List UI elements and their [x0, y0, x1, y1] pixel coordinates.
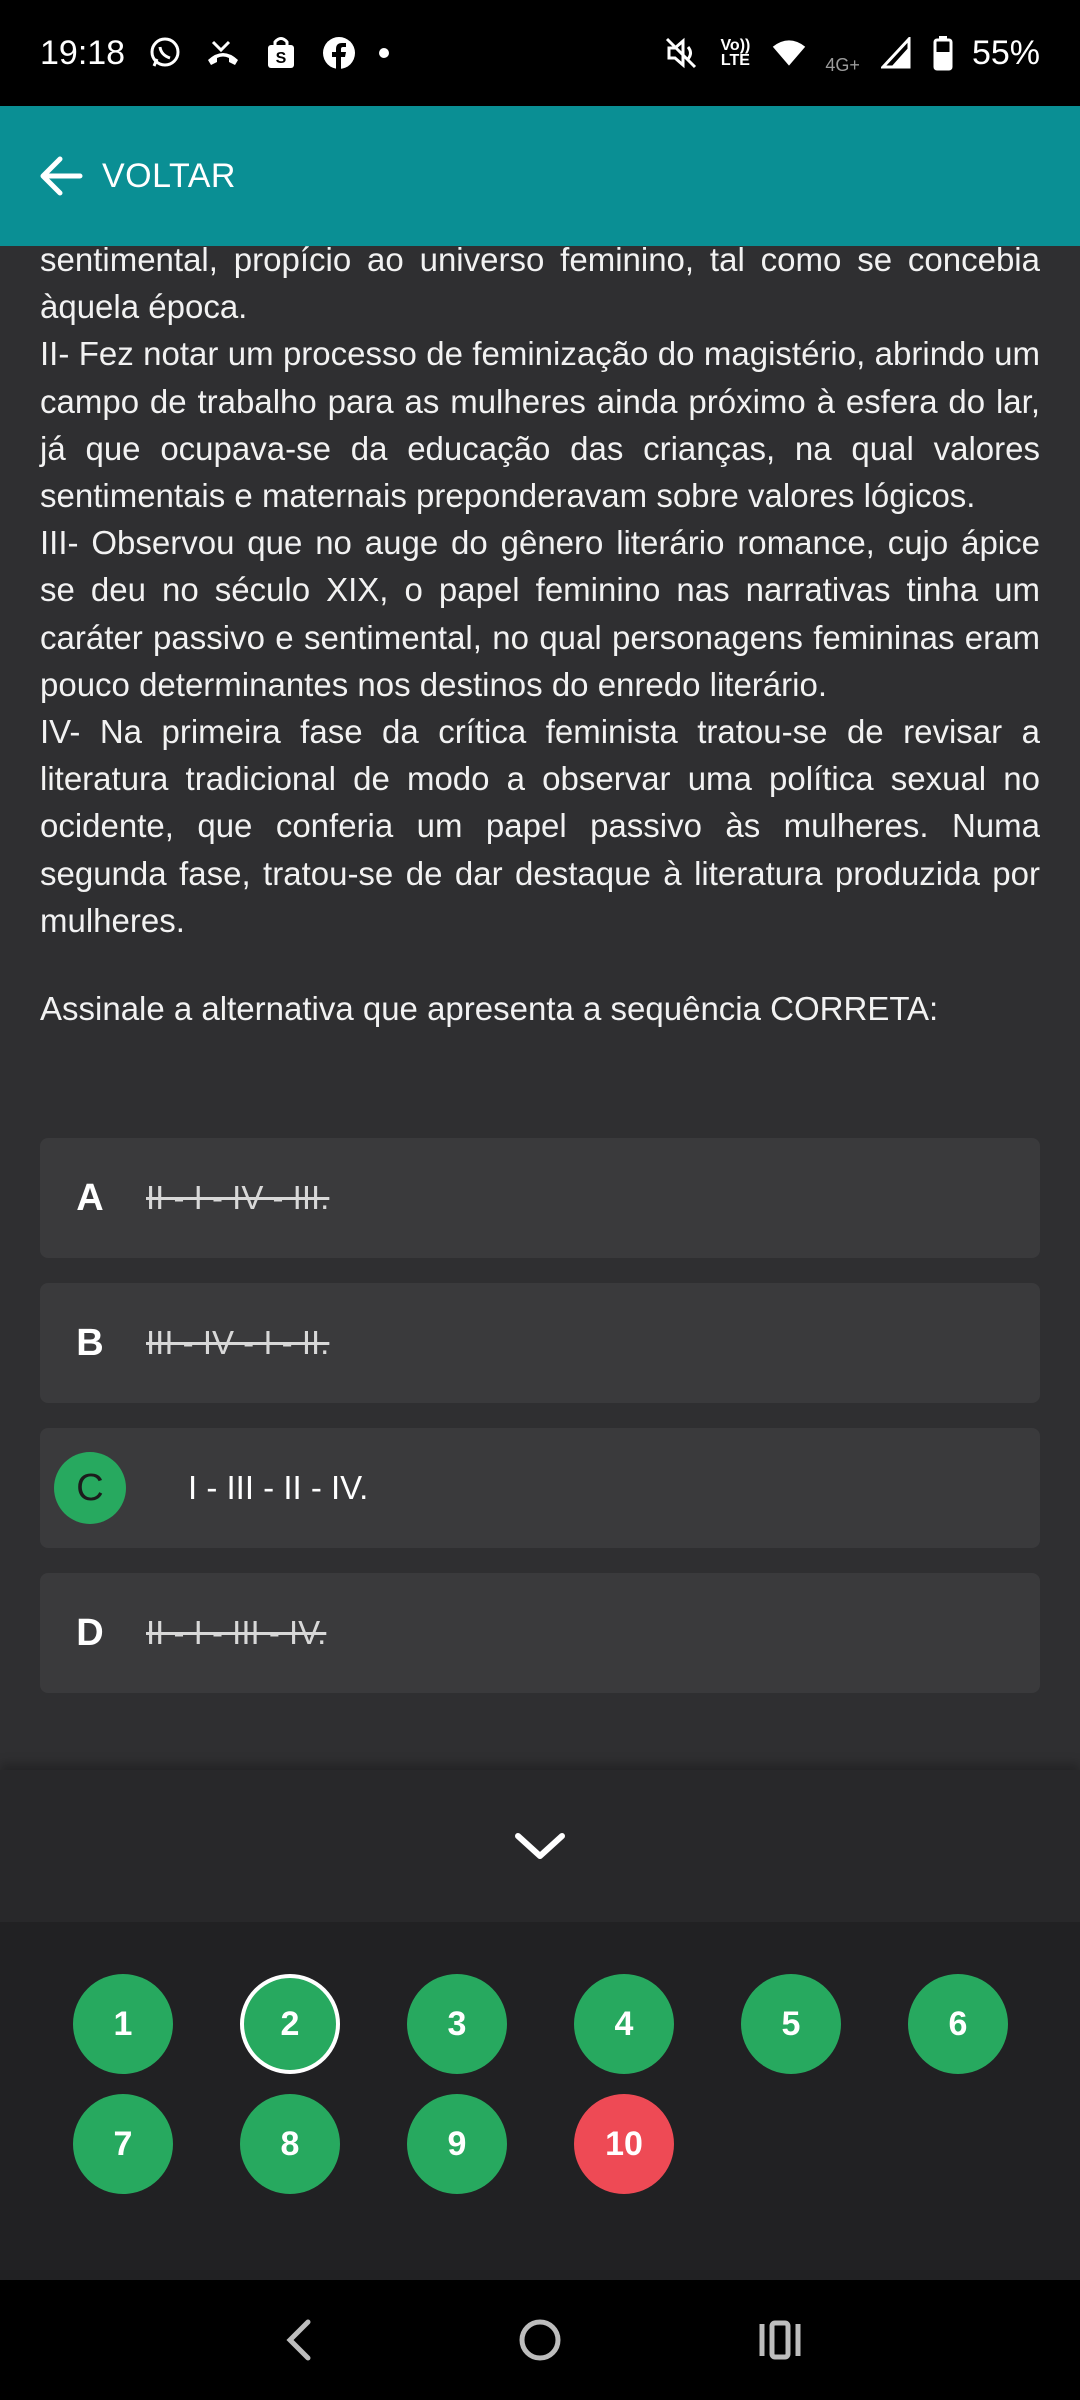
signal-icon	[878, 35, 914, 71]
arrow-left-icon	[38, 153, 84, 199]
option-letter: B	[76, 1321, 104, 1364]
question-nav-button[interactable]: 7	[73, 2094, 173, 2194]
back-label: VOLTAR	[102, 156, 236, 195]
volte-label: Vo)) LTE	[720, 37, 751, 69]
option-text: II - I - III - IV.	[146, 1614, 327, 1651]
wifi-icon	[771, 35, 807, 71]
question-paragraph: III- Observou que no auge do gênero literário romance, cujo ápice se deu no século XIX, o papel feminino nas narrativas tinha um caráter passivo e sentimental, no qual personagens femininas eram pouco determinantes nos destinos do enredo literário.	[40, 524, 1040, 703]
question-nav-button[interactable]: 6	[908, 1974, 1008, 2074]
option-c[interactable]	[40, 1428, 1040, 1548]
option-letter-selected: C	[54, 1452, 126, 1524]
question-nav-button[interactable]: 8	[240, 2094, 340, 2194]
question-nav-button[interactable]: 1	[73, 1974, 173, 2074]
question-nav-button[interactable]: 3	[407, 1974, 507, 2074]
question-nav-button[interactable]: 5	[741, 1974, 841, 2074]
option-a[interactable]	[40, 1138, 1040, 1258]
collapse-panel-button[interactable]	[0, 1770, 1080, 1922]
option-d[interactable]	[40, 1573, 1040, 1693]
battery-icon	[932, 35, 954, 71]
notification-dot-icon	[379, 48, 389, 58]
facebook-icon	[321, 35, 357, 71]
network-type-label: 4G+	[825, 54, 860, 75]
question-paragraph: IV- Na primeira fase da crítica feminista tratou-se de revisar a literatura tradicional de modo a observar uma política sexual no ocidente, que conferia um papel passivo às mulheres. Numa segunda fase, tratou-se de dar destaque à literatura produzida por mulheres.	[40, 713, 1040, 939]
question-nav-button[interactable]: 4	[574, 1974, 674, 2074]
option-text: III - IV - I - II.	[146, 1324, 330, 1361]
question-nav-button[interactable]: 9	[407, 2094, 507, 2194]
shopping-bag-icon	[263, 35, 299, 71]
battery-percent: 55%	[971, 33, 1040, 72]
app-header	[0, 106, 1080, 246]
question-content[interactable]	[0, 246, 1080, 1770]
answer-options	[40, 1138, 1040, 1718]
question-instruction: Assinale a alternativa que apresenta a sequência CORRETA:	[40, 990, 939, 1027]
question-paragraph: II- Fez notar um processo de feminização do magistério, abrindo um campo de trabalho para as mulheres ainda próximo à esfera do lar, já que ocupava-se da educação das crianças, na qual valores sentimentais e maternais preponderavam sobre valores lógicos.	[40, 335, 1040, 515]
system-navigation-bar	[0, 2280, 1080, 2400]
option-b[interactable]	[40, 1283, 1040, 1403]
option-text: I - III - II - IV.	[188, 1469, 369, 1506]
chevron-down-icon	[510, 1826, 570, 1866]
question-text	[40, 246, 1040, 944]
circle-icon[interactable]	[510, 2310, 570, 2370]
svg-text:S: S	[275, 50, 287, 67]
question-paragraph: sentimental, propício ao universo feminino, tal como se concebia àquela época.	[40, 246, 1040, 326]
recents-icon[interactable]	[750, 2310, 810, 2370]
status-bar	[0, 0, 1080, 106]
option-letter: D	[76, 1611, 104, 1654]
option-text: II - I - IV - III.	[146, 1179, 330, 1216]
question-navigator	[0, 1922, 1080, 2280]
back-button[interactable]	[38, 153, 236, 199]
option-letter: A	[76, 1176, 104, 1219]
status-time: 19:18	[40, 33, 126, 72]
mute-icon	[663, 35, 699, 71]
missed-call-icon	[205, 35, 241, 71]
chevron-left-icon[interactable]	[270, 2310, 330, 2370]
question-nav-button[interactable]: 10	[574, 2094, 674, 2194]
whatsapp-icon	[147, 35, 183, 71]
question-nav-button[interactable]: 2	[240, 1974, 340, 2074]
